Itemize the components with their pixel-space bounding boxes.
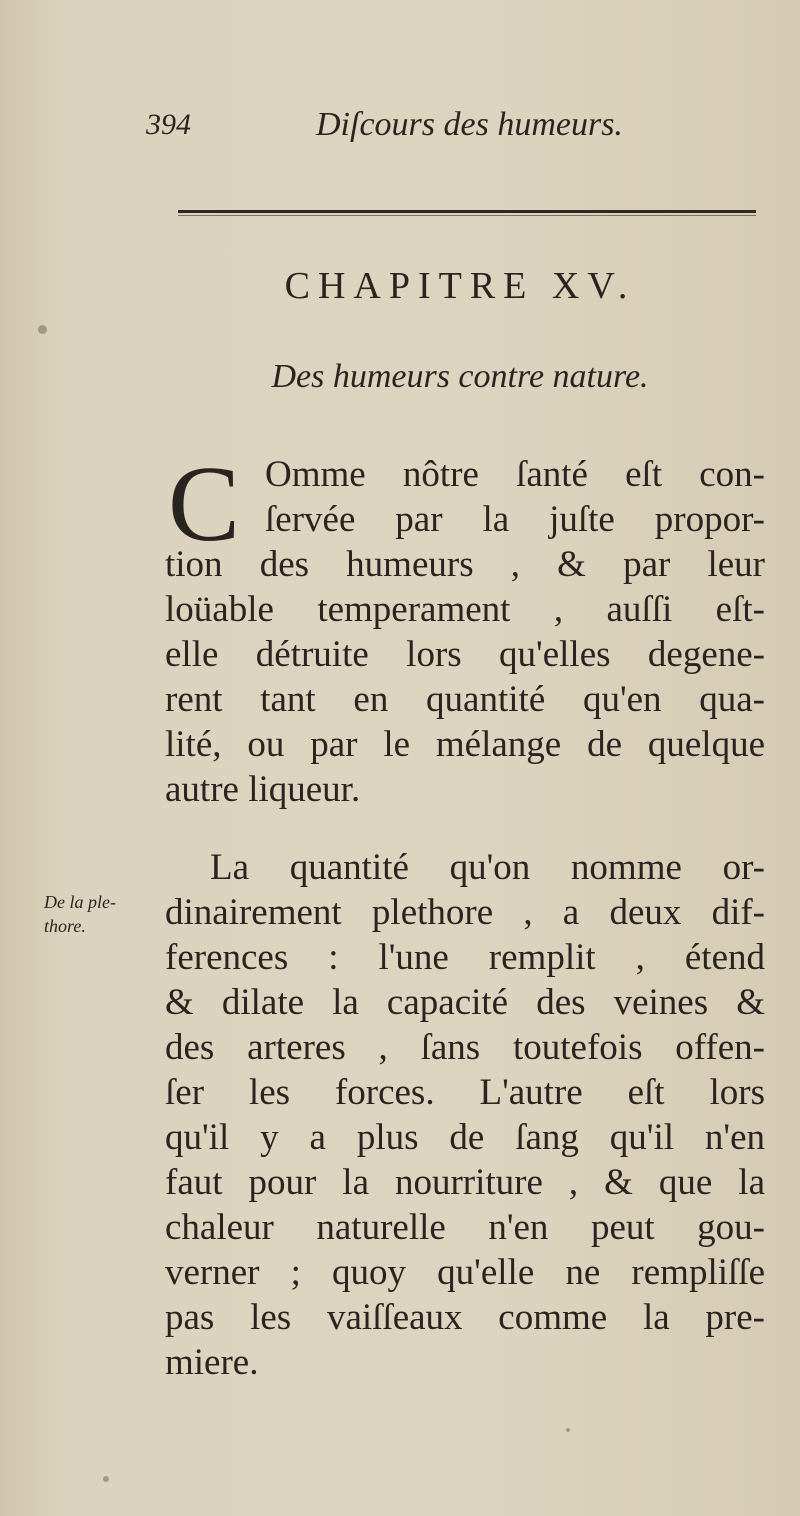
drop-cap: C: [168, 445, 241, 564]
text-line: qu'il y a plus de ſang qu'il n'en: [165, 1117, 765, 1158]
text-line: ſer les forces. L'autre eſt lors: [165, 1072, 765, 1113]
text-line: & dilate la capacité des veines &: [165, 982, 765, 1023]
text-line: autre liqueur.: [165, 769, 361, 810]
page-header: [140, 100, 760, 150]
text-line: Omme nôtre ſanté eſt con-: [265, 454, 765, 495]
text-line: lité, ou par le mélange de quelque: [165, 724, 765, 765]
margin-note: [44, 890, 154, 938]
ink-speck: [103, 1476, 109, 1482]
text-line: faut pour la nourriture , & que la: [165, 1162, 765, 1203]
text-line: chaleur naturelle n'en peut gou-: [165, 1207, 765, 1248]
chapter-heading: CHAPITRE XV.: [284, 265, 636, 307]
text-line: loüable temperament , auſſi eſt-: [165, 589, 765, 630]
header-rule: [178, 210, 756, 213]
text-line: rent tant en quantité qu'en qua-: [165, 679, 765, 720]
paragraph-1: [165, 445, 765, 812]
text-line: elle détruite lors qu'elles degene-: [165, 634, 765, 675]
running-title: Diſcours des humeurs.: [316, 106, 623, 143]
text-line: tion des humeurs , & par leur: [165, 544, 765, 585]
header-rule-thin: [178, 215, 756, 216]
chapter-title: Des humeurs contre nature.: [271, 358, 649, 395]
text-line: dinairement plethore , a deux dif-: [165, 892, 765, 933]
text-line: des arteres , ſans toutefois offen-: [165, 1027, 765, 1068]
text-line: ferences : l'une remplit , étend: [165, 937, 765, 978]
text-line: ſervée par la juſte propor-: [265, 499, 765, 540]
page-number: 394: [146, 108, 191, 141]
ink-speck: [566, 1428, 570, 1432]
paragraph-2: [165, 845, 765, 1385]
text-line: verner ; quoy qu'elle ne rempliſſe: [165, 1252, 765, 1293]
text-line: miere.: [165, 1342, 259, 1383]
text-line: pas les vaiſſeaux comme la pre-: [165, 1297, 765, 1338]
margin-note-line: De la ple-: [44, 892, 116, 912]
margin-note-line: thore.: [44, 916, 86, 936]
ink-speck: [38, 325, 47, 334]
text-line: La quantité qu'on nomme or-: [210, 847, 765, 888]
